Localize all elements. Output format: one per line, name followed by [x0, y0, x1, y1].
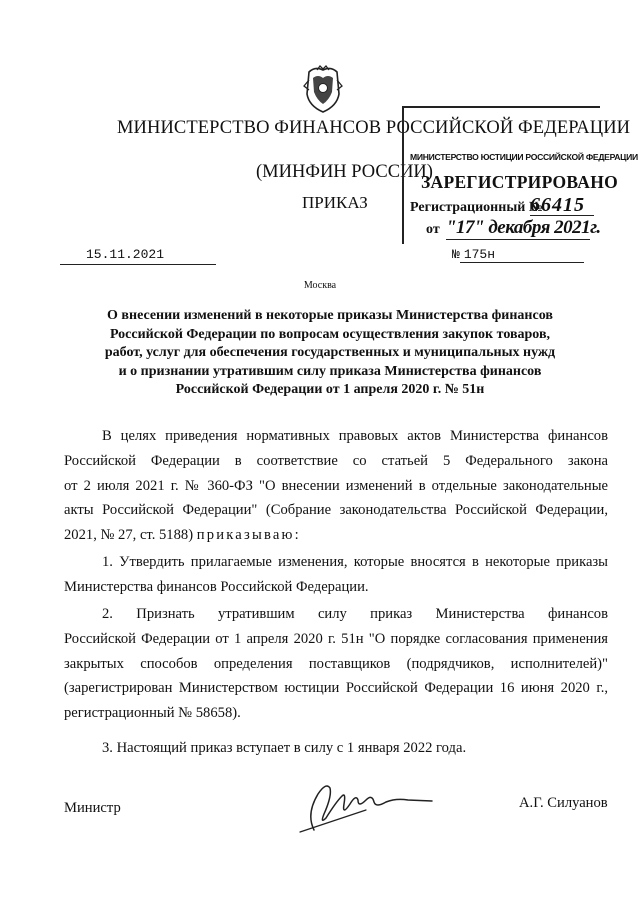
stamp-reg-label: Регистрационный №: [410, 200, 543, 215]
order-title: [60, 307, 600, 400]
document-type-title: ПРИКАЗ: [302, 193, 368, 212]
stamp-date-value: "17" декабря 2021г.: [446, 217, 601, 238]
order-number-field: [452, 248, 602, 265]
item-1-line: Министерства финансов Российской Федерации.: [64, 578, 369, 595]
item-2-line: Российской Федерации от 1 апреля 2020 г. 51н "О порядке согласования применения: [64, 630, 608, 647]
item-2-paragraph: [64, 602, 608, 726]
title-line: Российской Федерации от 1 апреля 2020 г. № 51н: [175, 382, 485, 397]
title-line: О внесении изменений в некоторые приказы Министерства финансов: [107, 308, 553, 323]
item-2-line: (зарегистрирован Министерством юстиции Российской Федерации 16 июня 2020 г.,: [64, 680, 608, 697]
item-1-line: 1. Утвердить прилагаемые изменения, которые вносятся в некоторые приказы: [102, 554, 608, 570]
preamble-line: от 2 июля 2021 г. № 360-ФЗ "О внесении изменений в отдельные законодательные: [64, 477, 608, 494]
stamp-status: ЗАРЕГИСТРИРОВАНО: [421, 172, 619, 192]
preamble-line: Российской Федерации в соответствие со статьей 5 Федерального закона: [64, 452, 608, 469]
stamp-reg-number: 66415: [530, 194, 585, 216]
preamble-paragraph: [64, 424, 608, 548]
item-2-line: 2. Признать утратившим силу приказ Министерства финансов: [102, 606, 608, 622]
order-city: Москва: [303, 280, 337, 291]
item-2-line: регистрационный № 58658).: [64, 705, 241, 722]
item-3-paragraph: [64, 736, 608, 761]
stamp-organization: МИНИСТЕРСТВО ЮСТИЦИИ РОССИЙСКОЙ ФЕДЕРАЦИИ: [410, 152, 638, 162]
ministry-short-name: (МИНФИН РОССИИ): [256, 162, 433, 182]
preamble-line: акты Российской Федерации" (Собрание законодательства Российской Федерации,: [64, 502, 608, 519]
title-line: работ, услуг для обеспечения государственных и муниципальных нужд: [104, 345, 556, 360]
stamp-date-underline: [446, 239, 590, 240]
order-number-label: №: [452, 247, 460, 262]
coat-of-arms-emblem: [301, 64, 345, 114]
preamble-line: В целях приведения нормативных правовых актов Министерства финансов: [102, 428, 608, 444]
item-2-line: закрытых способов определения поставщиков (подрядчиков, исполнителей)": [64, 655, 608, 672]
order-date: 15.11.2021: [60, 248, 216, 265]
order-number: 175н: [460, 248, 584, 263]
item-3-line: 3. Настоящий приказ вступает в силу с 1 января 2022 года.: [102, 740, 467, 756]
preamble-line: 2021, № 27, ст. 5188): [64, 527, 194, 544]
title-line: Российской Федерации по вопросам осуществления закупок товаров,: [109, 326, 551, 342]
ministry-full-name: МИНИСТЕРСТВО ФИНАНСОВ РОССИЙСКОЙ ФЕДЕРАЦИИ: [117, 118, 631, 138]
title-line: и о признании утратившим силу приказа Министерства финансов: [118, 363, 542, 379]
handwritten-signature: [296, 774, 436, 838]
item-1-paragraph: [64, 550, 608, 600]
decree-word: приказываю:: [196, 527, 301, 544]
signer-name: А.Г. Силуанов: [519, 795, 608, 811]
signer-title: Министр: [64, 800, 121, 816]
stamp-date-label: от: [426, 222, 440, 237]
preamble-last-line: [64, 523, 608, 548]
